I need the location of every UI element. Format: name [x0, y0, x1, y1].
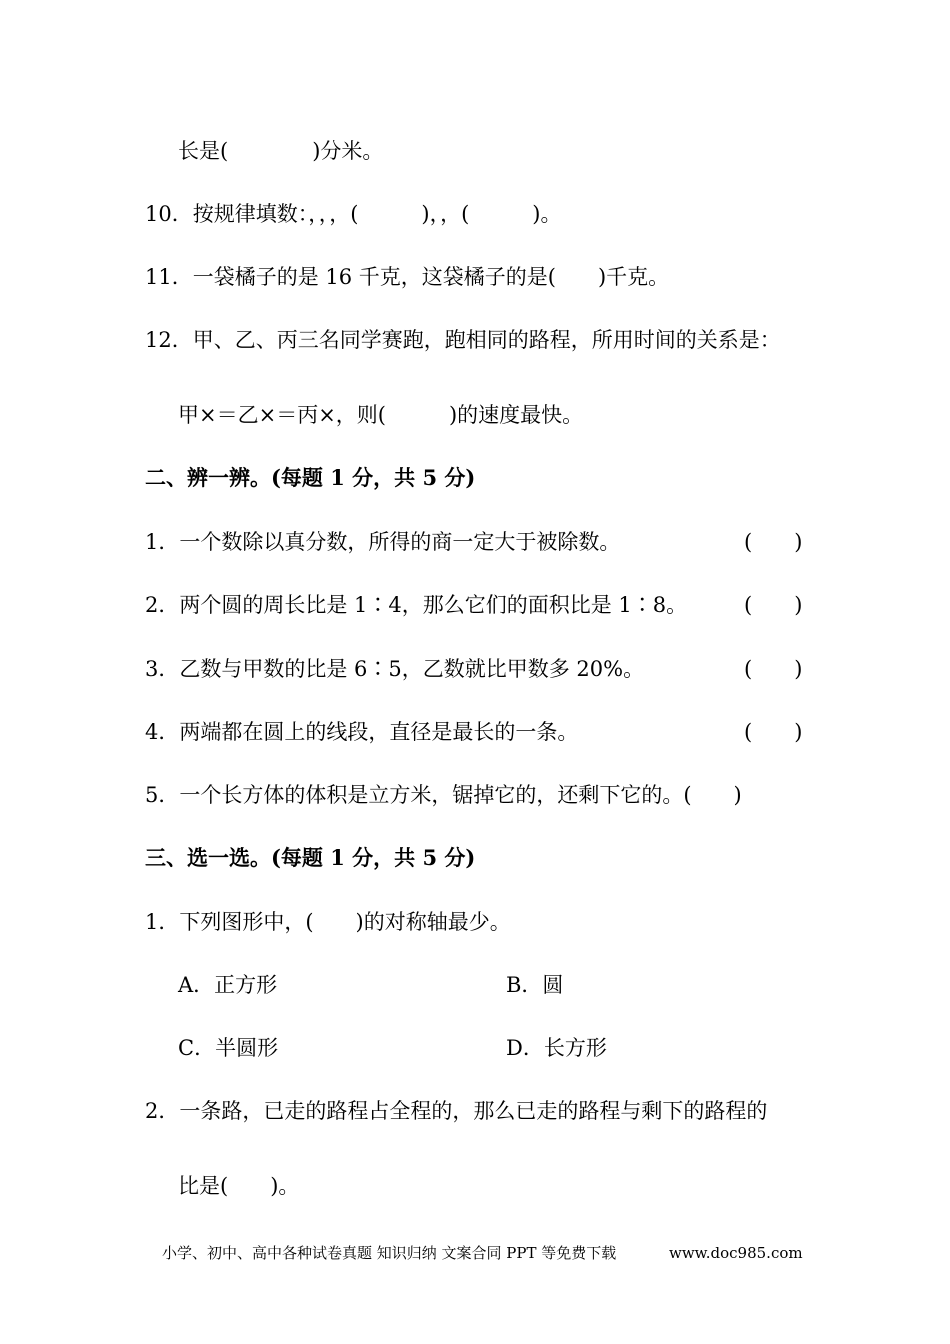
question-11: 11．一袋橘子的是 16 千克，这袋橘子的是( )千克。 [145, 265, 670, 289]
question-12-line2: 甲×＝乙×＝丙×，则( )的速度最快。 [178, 403, 584, 427]
judge-item-1: 1．一个数除以真分数，所得的商一定大于被除数。 [145, 530, 621, 554]
choice-question-2-line2: 比是( )。 [178, 1174, 300, 1198]
option-a: A．正方形 [178, 973, 278, 997]
question-10: 10．按规律填数：，，，( )，，( )。 [145, 202, 562, 226]
judge-item-5: 5．一个长方体的体积是立方米，锯掉它的，还剩下它的。( ) [145, 783, 742, 807]
section-3-heading: 三、选一选。(每题 1 分，共 5 分) [145, 845, 476, 870]
judge-item-4: 4．两端都在圆上的线段，直径是最长的一条。 [145, 720, 579, 744]
choice-question-1: 1．下列图形中，( )的对称轴最少。 [145, 910, 511, 934]
judge-bracket-2: ( ) [744, 593, 803, 617]
judge-bracket-3: ( ) [744, 657, 803, 681]
judge-item-2: 2．两个圆的周长比是 1∶4，那么它们的面积比是 1∶8。 [145, 593, 688, 617]
section-2-heading: 二、辨一辨。(每题 1 分，共 5 分) [145, 465, 476, 490]
footer-text: 小学、初中、高中各种试卷真题 知识归纳 文案合同 PPT 等免费下载 [162, 1244, 617, 1262]
q9-continuation: 长是( )分米。 [178, 139, 384, 163]
judge-item-3: 3．乙数与甲数的比是 6∶5，乙数就比甲数多 20%。 [145, 657, 645, 681]
footer-url[interactable]: www.doc985.com [669, 1244, 803, 1262]
judge-bracket-1: ( ) [744, 530, 803, 554]
option-d: D．长方形 [506, 1036, 607, 1060]
option-b: B．圆 [506, 973, 564, 997]
choice-question-2-line1: 2．一条路，已走的路程占全程的，那么已走的路程与剩下的路程的 [145, 1099, 768, 1123]
question-12-line1: 12．甲、乙、丙三名同学赛跑，跑相同的路程，所用时间的关系是： [145, 328, 781, 352]
option-c: C．半圆形 [178, 1036, 279, 1060]
judge-bracket-4: ( ) [744, 720, 803, 744]
